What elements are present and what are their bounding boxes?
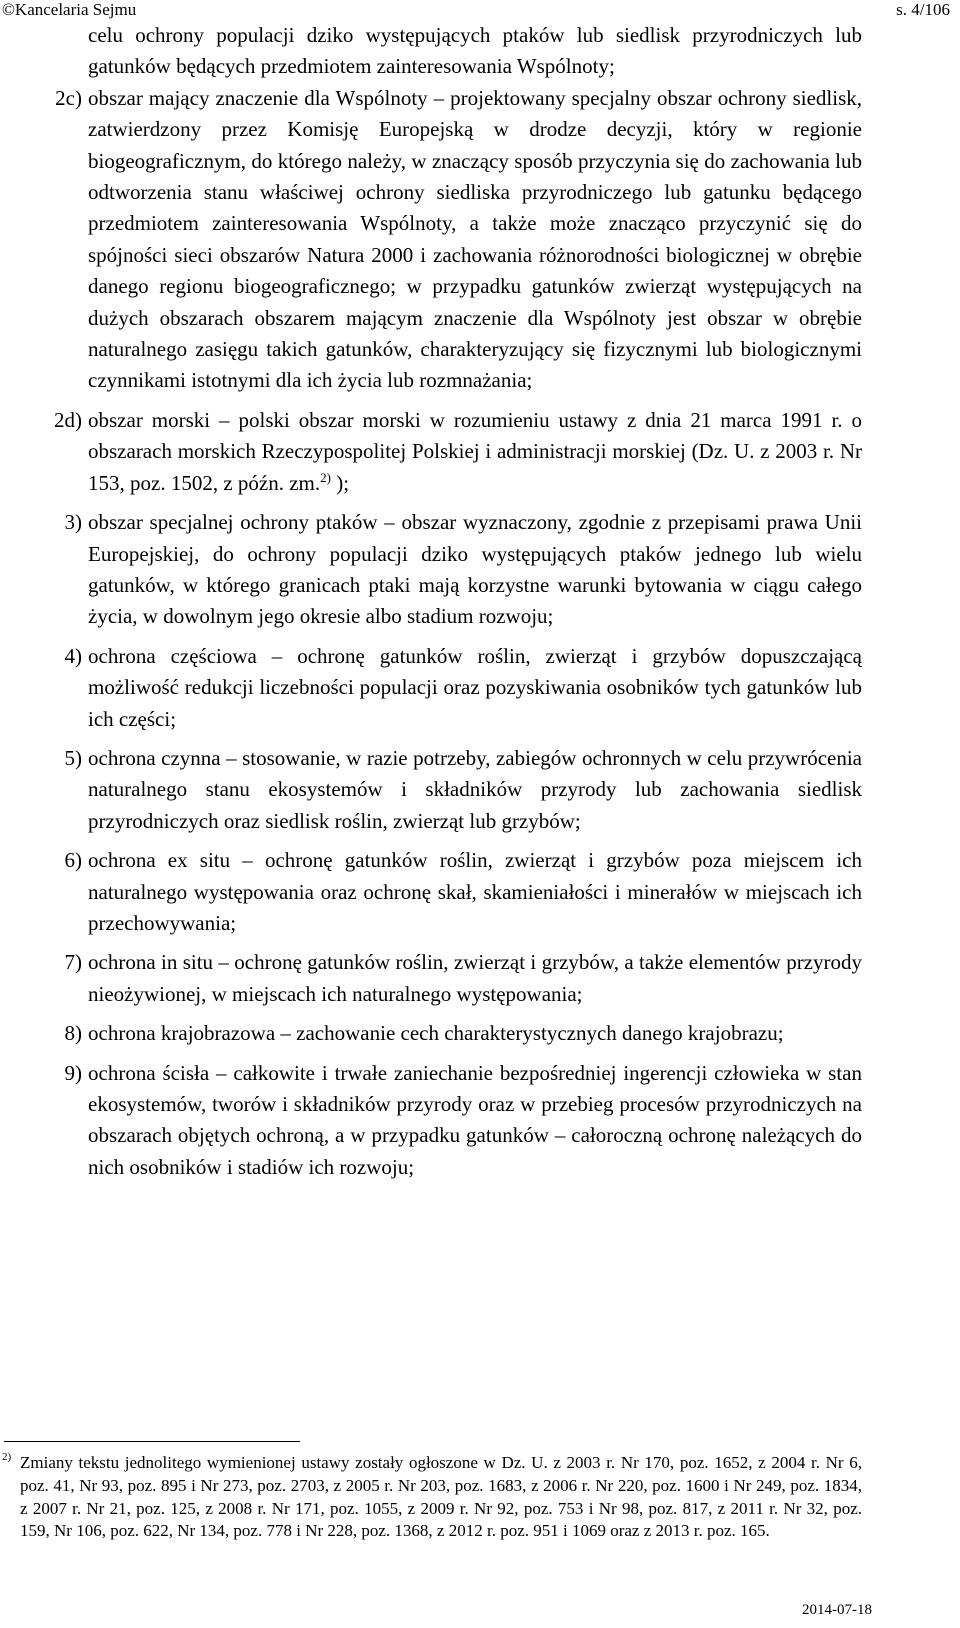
item-text-main: obszar morski – polski obszar morski w rozumieniu ustawy z dnia 21 marca 1991 r. o obszarach morskich Rzeczypospolitej Polskiej i administracji morskiej (Dz. U. z 2003 r. Nr 153, poz. 1502, z późn. zm. [88, 407, 862, 495]
list-item-6 [64, 845, 862, 939]
footnote-divider [4, 1441, 300, 1442]
item-label: 3) [64, 510, 82, 535]
item-label: 7) [64, 950, 82, 975]
publisher-label: ©Kancelaria Sejmu [2, 0, 137, 19]
item-text [88, 405, 862, 499]
list-item-9 [64, 1058, 862, 1184]
list-item-4 [64, 641, 862, 735]
item-text: obszar specjalnej ochrony ptaków – obszar wyznaczony, zgodnie z przepisami prawa Unii Europejskiej, do ochrony populacji dziko występujących ptaków jednego lub wielu gatunków, w którego granicach ptaki mają korzystne warunki bytowania w ciągu całego życia, w dowolnym jego okresie albo stadium rozwoju; [88, 510, 862, 629]
item-label: 8) [64, 1021, 82, 1046]
item-text: ochrona in situ – ochronę gatunków roślin, zwierząt i grzybów, a także elementów przyrody nieożywionej, w miejscach ich naturalnego występowania; [88, 950, 862, 1006]
item-label: 6) [64, 848, 82, 873]
item-text: obszar mający znaczenie dla Wspólnoty – projektowany specjalny obszar ochrony siedlisk, zatwierdzony przez Komisję Europejską w drodze decyzji, który w regionie biogeograficznym, do którego należy, w znaczący sposób przyczynia się do zachowania lub odtworzenia stanu właściwej ochrony siedliska przyrodniczego lub gatunku będącego przedmiotem zainteresowania Wspólnoty, a także może znacząco przyczynić się do spójności sieci obszarów Natura 2000 i zachowania różnorodności biologicznej w obrębie danego regionu biogeograficznego; w przypadku gatunków zwierząt występujących na dużych obszarach obszarem mającym znaczenie dla Wspólnoty jest obszar w obrębie naturalnego zasięgu takich gatunków, charakteryzujący się fizycznymi lub biologicznymi czynnikami istotnymi dla ich życia lub rozmnażania; [88, 85, 862, 393]
item-label: 4) [64, 643, 82, 668]
item-text: ochrona częściowa – ochronę gatunków roślin, zwierząt i grzybów dopuszczającą możliwość redukcji liczebności populacji oraz pozyskiwania osobników tych gatunków lub ich części; [88, 643, 862, 731]
footnote [2, 1451, 862, 1543]
footnote-marker: 2) [2, 1451, 12, 1463]
footnote-reference[interactable]: 2) [320, 469, 331, 485]
list-item-2d [54, 405, 862, 499]
list-item-2c [55, 83, 862, 397]
item-text: ochrona ex situ – ochronę gatunków roślin, zwierząt i grzybów poza miejscem ich naturalnego występowania oraz ochronę skał, skamieniałości i minerałów w miejscach ich przechowywania; [88, 848, 862, 935]
item-label: 2c) [55, 85, 82, 110]
footnote-text: Zmiany tekstu jednolitego wymienionej ustawy zostały ogłoszone w Dz. U. z 2003 r. Nr 170, poz. 1652, z 2004 r. Nr 6, poz. 41, Nr 93, poz. 895 i Nr 273, poz. 2703, z 2005 r. Nr 203, poz. 1683, z 2006 r. Nr 220, poz. 1600 i Nr 249, poz. 1834, z 2007 r. Nr 21, poz. 125, z 2008 r. Nr 171, poz. 1055, z 2009 r. Nr 92, poz. 753 i Nr 98, poz. 817, z 2011 r. Nr 32, poz. 159, Nr 106, poz. 622, Nr 134, poz. 778 i Nr 228, poz. 1368, z 2012 r. poz. 951 i 1069 oraz z 2013 r. poz. 165. [20, 1453, 862, 1541]
item-text: ochrona czynna – stosowanie, w razie potrzeby, zabiegów ochronnych w celu przywrócenia naturalnego stanu ekosystemów i składników przyrody lub zachowania siedlisk przyrodniczych oraz siedlisk roślin, zwierząt lub grzybów; [88, 745, 862, 833]
list-item-5 [64, 743, 862, 837]
item-text: ochrona krajobrazowa – zachowanie cech charakterystycznych danego krajobrazu; [88, 1021, 784, 1046]
item-text: ochrona ścisła – całkowite i trwałe zaniechanie bezpośredniej ingerencji człowieka w stan ekosystemów, tworów i składników przyrody oraz w przebieg procesów przyrodniczych na obszarach objętych ochroną, a w przypadku gatunków – całoroczną ochronę należących do nich osobników i stadiów ich rozwoju; [88, 1060, 862, 1179]
continuation-paragraph: celu ochrony populacji dziko występujących ptaków lub siedlisk przyrodniczych lub gatunków będących przedmiotem zainteresowania Wspólnoty; [88, 23, 862, 79]
item-label: 9) [64, 1060, 82, 1085]
item-text-end: ); [330, 470, 350, 495]
list-item-7 [64, 947, 862, 1010]
list-item-8 [64, 1018, 862, 1049]
item-label: 5) [64, 745, 82, 770]
document-body [0, 20, 950, 1183]
item-label: 2d) [54, 407, 82, 432]
list-item-3 [64, 507, 862, 633]
page-number: s. 4/106 [896, 0, 950, 19]
document-date: 2014-07-18 [802, 1602, 872, 1618]
